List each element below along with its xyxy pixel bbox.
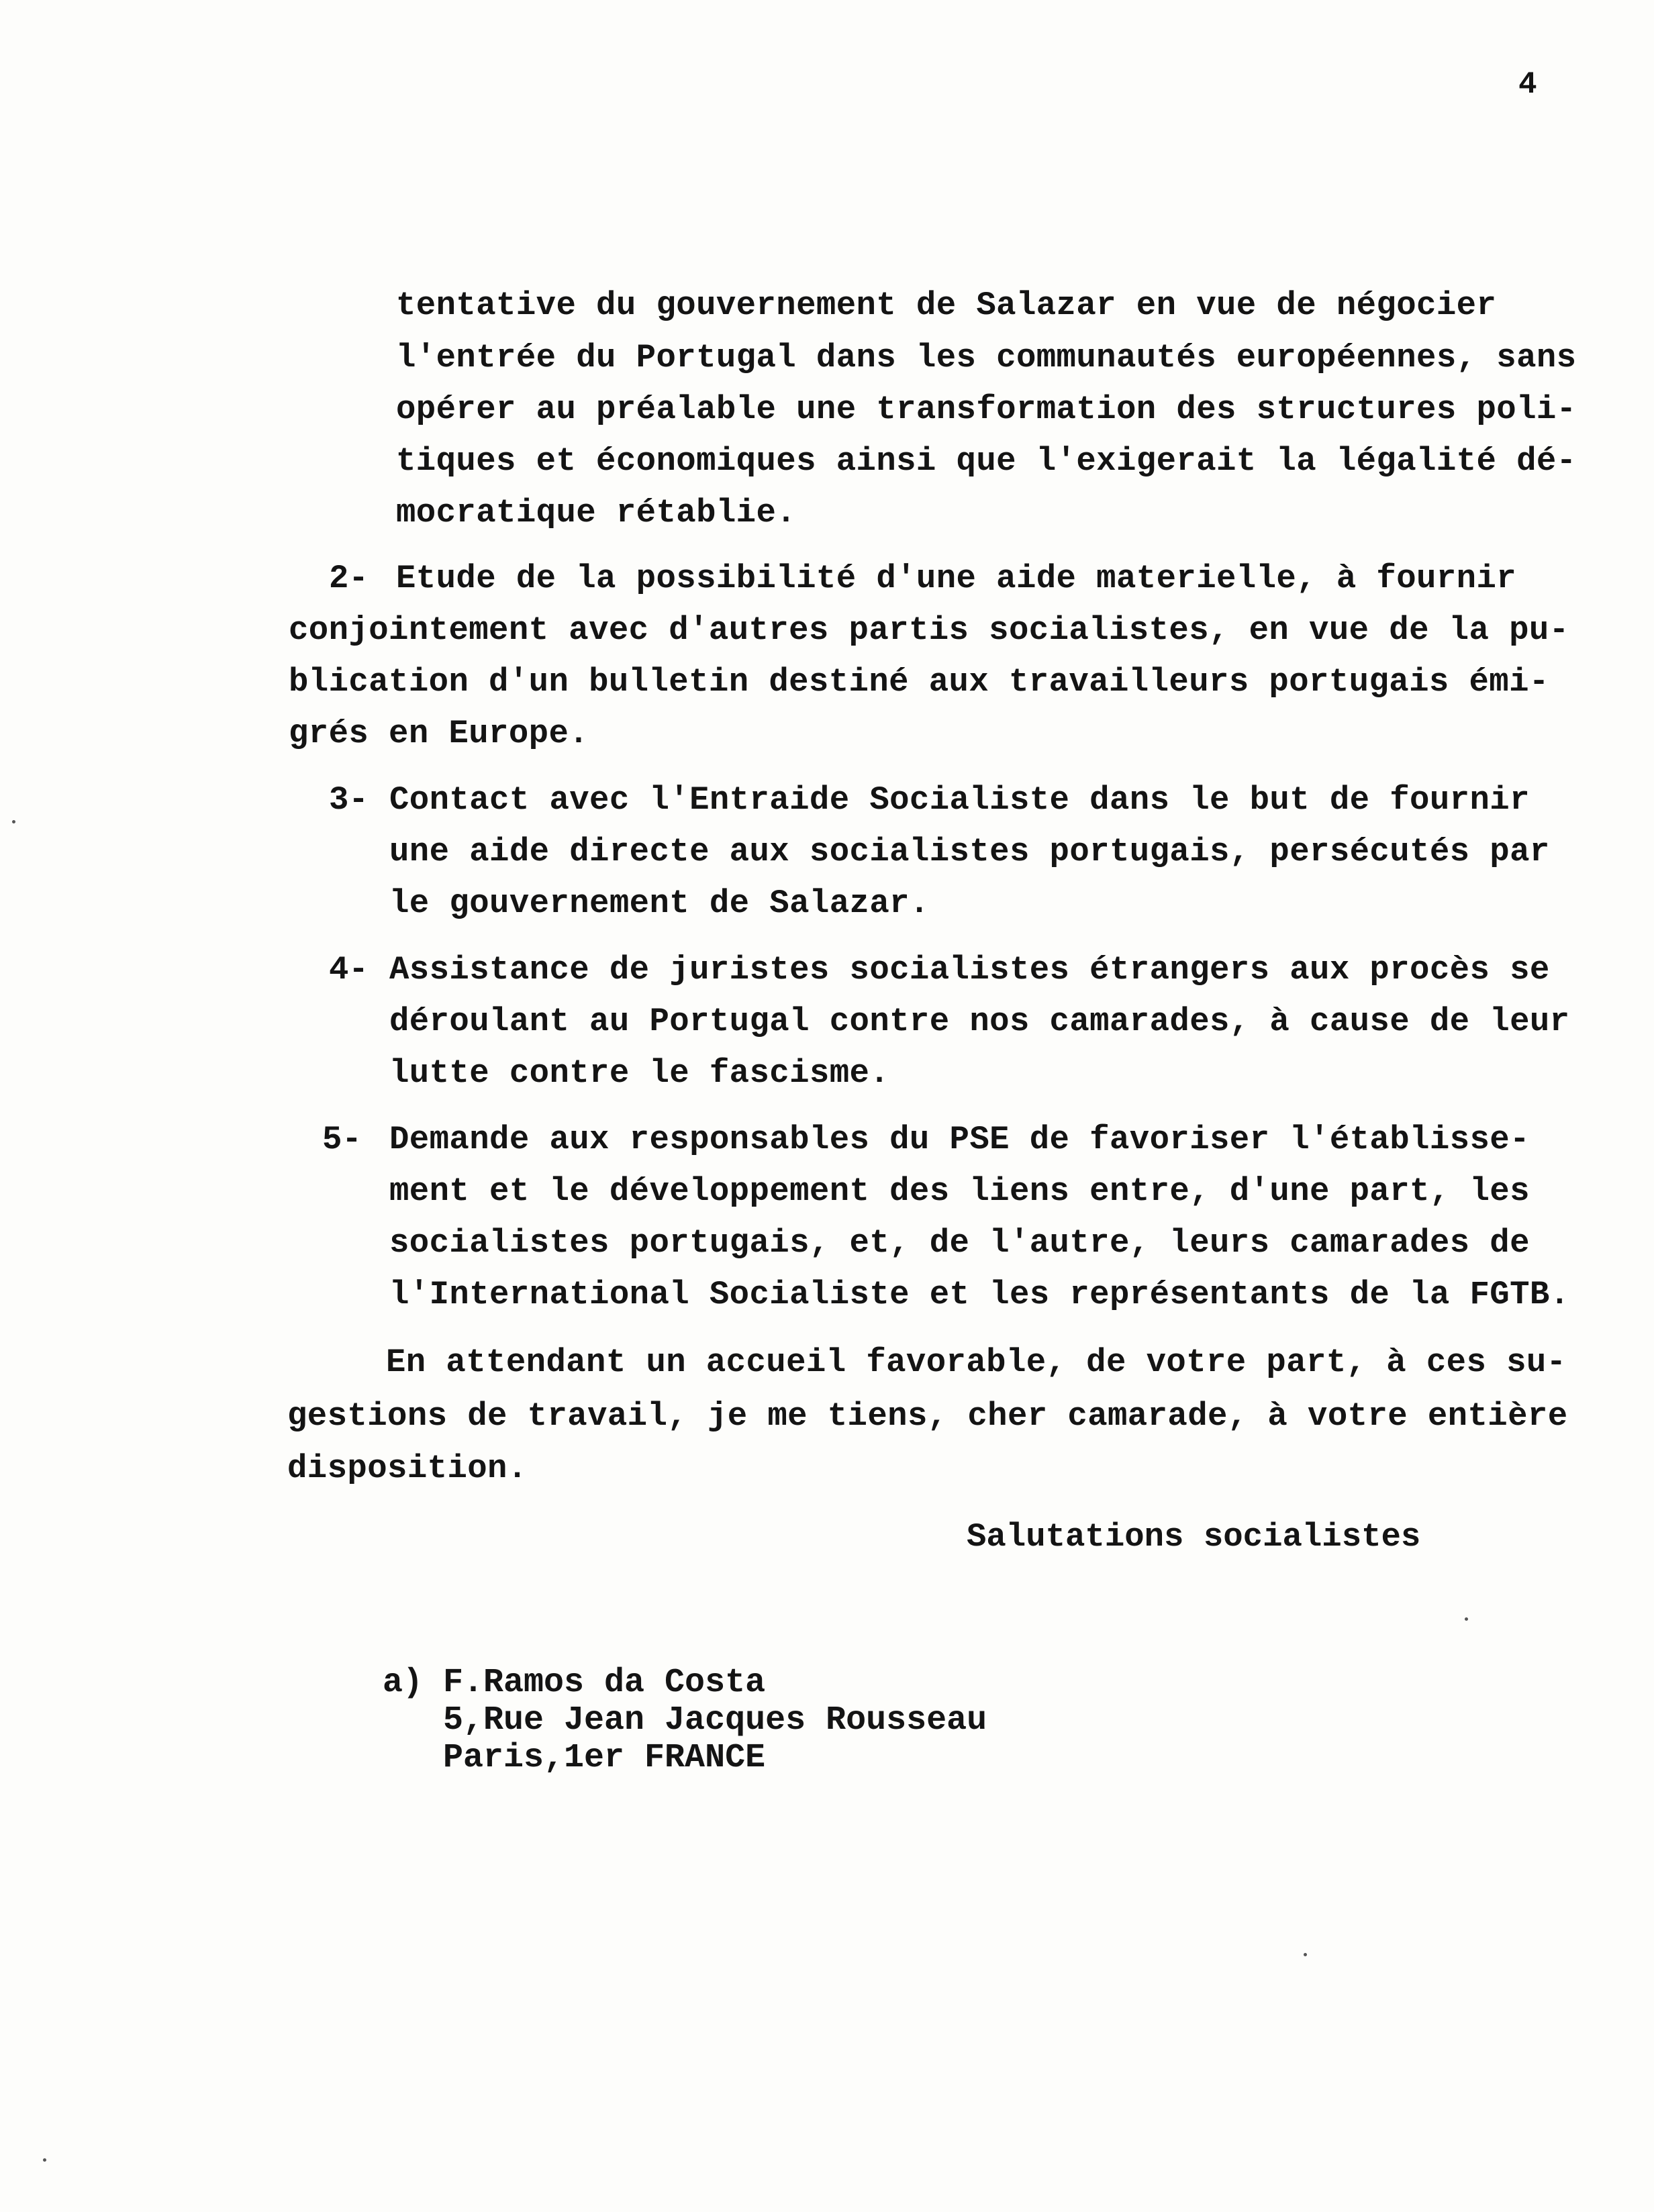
item-number: 5- xyxy=(322,1121,362,1158)
text-line: Assistance de juristes socialistes étrangers aux procès se xyxy=(389,951,1550,989)
signature-name: F.Ramos da Costa xyxy=(443,1664,766,1702)
text-line: lutte contre le fascisme. xyxy=(389,1054,890,1092)
page-number: 4 xyxy=(1518,67,1537,102)
text-line: Etude de la possibilité d'une aide materielle, à fournir xyxy=(396,560,1517,597)
text-line: tentative du gouvernement de Salazar en vue de négocier xyxy=(396,287,1497,324)
text-line: ment et le développement des liens entre, d'une part, les xyxy=(389,1172,1530,1210)
text-line: En attendant un accueil favorable, de votre part, à ces su- xyxy=(386,1344,1567,1381)
scan-speck xyxy=(1304,1953,1307,1956)
text-line: grés en Europe. xyxy=(289,715,589,752)
text-line: Contact avec l'Entraide Socialiste dans le but de fournir xyxy=(389,781,1530,819)
scan-speck xyxy=(43,2158,46,2162)
text-line: l'entrée du Portugal dans les communautés européennes, sans xyxy=(396,339,1577,376)
text-line: mocratique rétablie. xyxy=(396,494,797,532)
item-number: 2- xyxy=(329,560,369,597)
text-line: déroulant au Portugal contre nos camarades, à cause de leur xyxy=(389,1003,1570,1040)
text-line: opérer au préalable une transformation des structures poli- xyxy=(396,391,1577,428)
text-line: socialistes portugais, et, de l'autre, leurs camarades de xyxy=(389,1224,1530,1262)
signature-marker: a) xyxy=(383,1664,424,1702)
scan-speck xyxy=(1465,1617,1468,1621)
item-number: 3- xyxy=(329,781,369,819)
scan-speck xyxy=(12,820,15,823)
text-line: gestions de travail, je me tiens, cher camarade, à votre entière xyxy=(287,1397,1568,1435)
text-line: tiques et économiques ainsi que l'exigerait la légalité dé- xyxy=(396,442,1577,480)
text-line: l'International Socialiste et les représentants de la FGTB. xyxy=(389,1276,1570,1313)
text-line: le gouvernement de Salazar. xyxy=(389,885,930,922)
signature-address-line2: Paris,1er FRANCE xyxy=(443,1739,766,1777)
signature-address-line1: 5,Rue Jean Jacques Rousseau xyxy=(443,1701,987,1740)
text-line: disposition. xyxy=(287,1450,528,1487)
text-line: blication d'un bulletin destiné aux travailleurs portugais émi- xyxy=(289,663,1549,701)
text-line: une aide directe aux socialistes portugais, persécutés par xyxy=(389,833,1550,870)
text-line: Demande aux responsables du PSE de favoriser l'établisse- xyxy=(389,1121,1530,1158)
salutation: Salutations socialistes xyxy=(967,1518,1421,1556)
text-line: conjointement avec d'autres partis socialistes, en vue de la pu- xyxy=(289,611,1569,649)
item-number: 4- xyxy=(329,951,369,989)
